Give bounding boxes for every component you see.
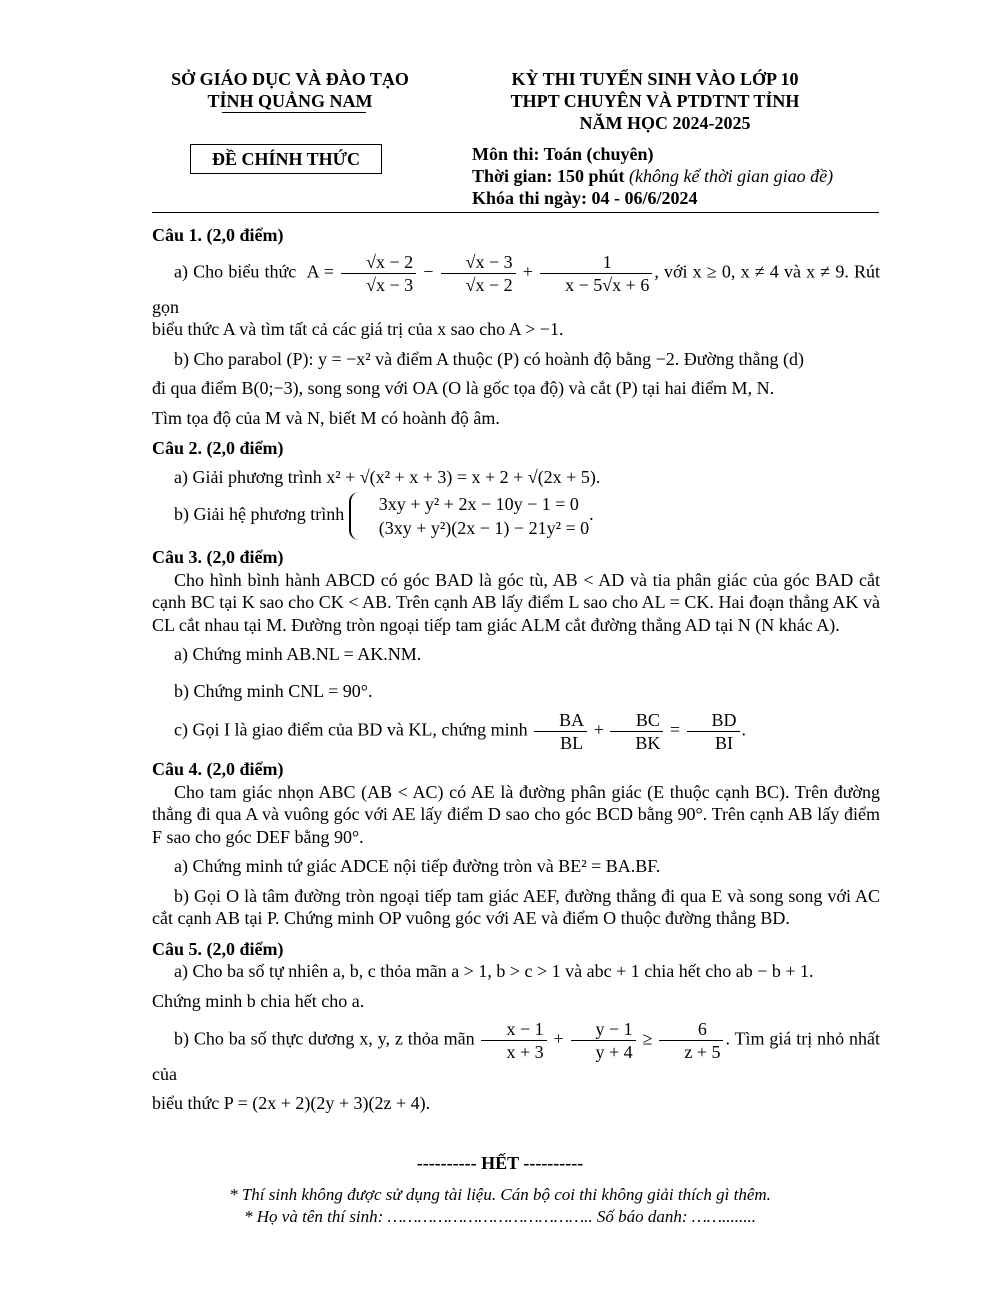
province-name: TỈNH QUẢNG NAM: [207, 91, 373, 111]
q2-b-intro: b) Giải hệ phương trình: [174, 504, 345, 525]
q4-b: b) Gọi O là tâm đường tròn ngoại tiếp tam giác AEF, đường thẳng đi qua E và song song với AC cắt cạnh AB tại P. Chứng minh OP vuông góc với AE và điểm O thuộc đường thẳng BD.: [152, 885, 880, 928]
header-rule: [152, 212, 879, 213]
school-year: NĂM HỌC 2024-2025: [579, 113, 751, 133]
q2-title: Câu 2. (2,0 điểm): [152, 438, 284, 458]
eq-1: 3xy + y² + 2x − 10y − 1 = 0: [378, 494, 579, 514]
q3-b: b) Chứng minh CNL = 90°.: [174, 680, 373, 701]
exam-date: Khóa thi ngày: 04 - 06/6/2024: [472, 188, 698, 208]
q1-b2: đi qua điểm B(0;−3), song song với OA (O là gốc tọa độ) và cắt (P) tại hai điểm M, N.: [152, 378, 775, 398]
frac-2: $\frac{√x - 3}{√x - 2}$: [441, 251, 516, 296]
header-right: [470, 68, 840, 134]
frac-3: $\frac{1}{x - 5√x + 6}$: [540, 251, 652, 296]
time: Thời gian: 150 phút: [472, 166, 625, 186]
q5-b-after: . Tìm giá trị nhỏ nhất của: [152, 1028, 880, 1084]
subject: Môn thi: Toán (chuyên): [472, 144, 654, 164]
time-note: (không kể thời gian giao đề): [629, 166, 834, 186]
q5-b: b) Cho ba số thực dương x, y, z thỏa mãn $\frac{x - 1}{x + 3}$ + $\frac{y - 1}{y + 4}$ ≥ $\frac{6}{z + 5}$ . Tìm giá trị nhỏ nhất của: [152, 1019, 880, 1084]
q5-title: Câu 5. (2,0 điểm): [152, 938, 284, 959]
frac-bd-bi: $\frac{BD}{BI}$: [687, 709, 740, 754]
q2-b: b) Giải hệ phương trình 3xy + y² + 2x − 10y − 1 = 0 (3xy + y²)(2x − 1) − 21y² = 0 .: [174, 494, 594, 538]
frac-bc-bk: $\frac{BC}{BK}$: [610, 709, 663, 754]
q5-a1: a) Cho ba số tự nhiên a, b, c thỏa mãn a > 1, b > c > 1 và abc + 1 chia hết cho ab − b + 1.: [174, 961, 814, 981]
end-mark: ---------- HẾT ----------: [416, 1153, 584, 1173]
q1-title: Câu 1. (2,0 điểm): [152, 225, 284, 245]
q1-a-cond: , với x ≥ 0, x ≠ 4 và x ≠ 9. Rút gọn: [152, 261, 881, 317]
q3-intro: Cho hình bình hành ABCD có góc BAD là góc tù, AB < AD và tia phân giác của góc BAD cắt cạnh BC tại K sao cho CK < AB. Trên cạnh AB lấy điểm L sao cho AL = CK. Hai đoạn thẳng AK và CL cắt nhau tại M. Đường tròn ngoại tiếp tam giác ALM cắt đường thẳng AD tại N (N khác A).: [152, 569, 880, 635]
frac-z: $\frac{6}{z + 5}$: [659, 1018, 723, 1063]
time-line: [472, 165, 892, 187]
q1-b1: b) Cho parabol (P): y = −x² và điểm A thuộc (P) có hoành độ bằng −2. Đường thẳng (d): [174, 348, 805, 369]
footer: [0, 1184, 1000, 1228]
exam-meta: [472, 143, 892, 209]
q1-a-intro: a) Cho biểu thức: [174, 261, 297, 282]
footer-note: * Thí sinh không được sử dụng tài liệu. Cán bộ coi thi không giải thích gì thêm.: [229, 1185, 771, 1204]
q2-a: a) Giải phương trình x² + √(x² + x + 3) = x + 2 + √(2x + 5).: [174, 466, 601, 487]
q5-a2: Chứng minh b chia hết cho a.: [152, 990, 365, 1011]
q1-a: a) Cho biểu thức A = $\frac{√x - 2}{√x - 3}$ − $\frac{√x - 3}{√x - 2}$ + $\frac{1}{x - 5√x + 6}$ , với x ≥ 0, x ≠ 4 và x ≠ 9. Rút gọn: [152, 251, 881, 317]
header-left: [145, 68, 435, 112]
q5-b-expr: biểu thức P = (2x + 2)(2y + 3)(2z + 4).: [152, 1092, 431, 1113]
q4-intro: Cho tam giác nhọn ABC (AB < AC) có AE là đường phân giác (E thuộc cạnh BC). Trên đường thẳng đi qua A và vuông góc với AE lấy điểm D sao cho góc BCD bằng 90°. Trên cạnh AB lấy điểm F sao cho góc DEF bằng 90°.: [152, 781, 880, 847]
exam-school: THPT CHUYÊN VÀ PTDTNT TỈNH: [510, 91, 800, 111]
q4-title: Câu 4. (2,0 điểm): [152, 759, 284, 779]
exam-title: KỲ THI TUYỂN SINH VÀO LỚP 10: [511, 69, 799, 89]
frac-1: $\frac{√x - 2}{√x - 3}$: [341, 251, 416, 296]
q3-c-intro: c) Gọi I là giao điểm của BD và KL, chứng minh: [174, 719, 528, 740]
q4-a: a) Chứng minh tứ giác ADCE nội tiếp đường tròn và BE² = BA.BF.: [174, 856, 661, 876]
frac-x: $\frac{x - 1}{x + 3}$: [481, 1018, 546, 1063]
exam-body: [152, 220, 880, 1114]
eq-2: (3xy + y²)(2x − 1) − 21y² = 0: [378, 518, 590, 538]
department-name: SỞ GIÁO DỤC VÀ ĐÀO TẠO: [171, 69, 409, 89]
q3-title: Câu 3. (2,0 điểm): [152, 547, 284, 567]
header-underline: [222, 112, 366, 113]
q1-b3: Tìm tọa độ của M và N, biết M có hoành độ âm.: [152, 407, 500, 428]
frac-y: $\frac{y - 1}{y + 4}$: [571, 1018, 636, 1063]
q1-a-rest: biểu thức A và tìm tất cả các giá trị của x sao cho A > −1.: [152, 319, 564, 339]
candidate-info: * Họ và tên thí sinh: ………………………………….. Số báo danh: ……........: [244, 1207, 756, 1226]
frac-ba-bl: $\frac{BA}{BL}$: [534, 709, 587, 754]
q5-b-intro: b) Cho ba số thực dương x, y, z thỏa mãn: [174, 1028, 475, 1049]
q3-c: c) Gọi I là giao điểm của BD và KL, chứng minh $\frac{BA}{BL}$ + $\frac{BC}{BK}$ = $\frac{BD}{BI}$ .: [174, 710, 747, 753]
q3-a: a) Chứng minh AB.NL = AK.NM.: [174, 644, 422, 664]
equation-system: [349, 492, 589, 540]
official-stamp: ĐỀ CHÍNH THỨC: [190, 144, 382, 174]
